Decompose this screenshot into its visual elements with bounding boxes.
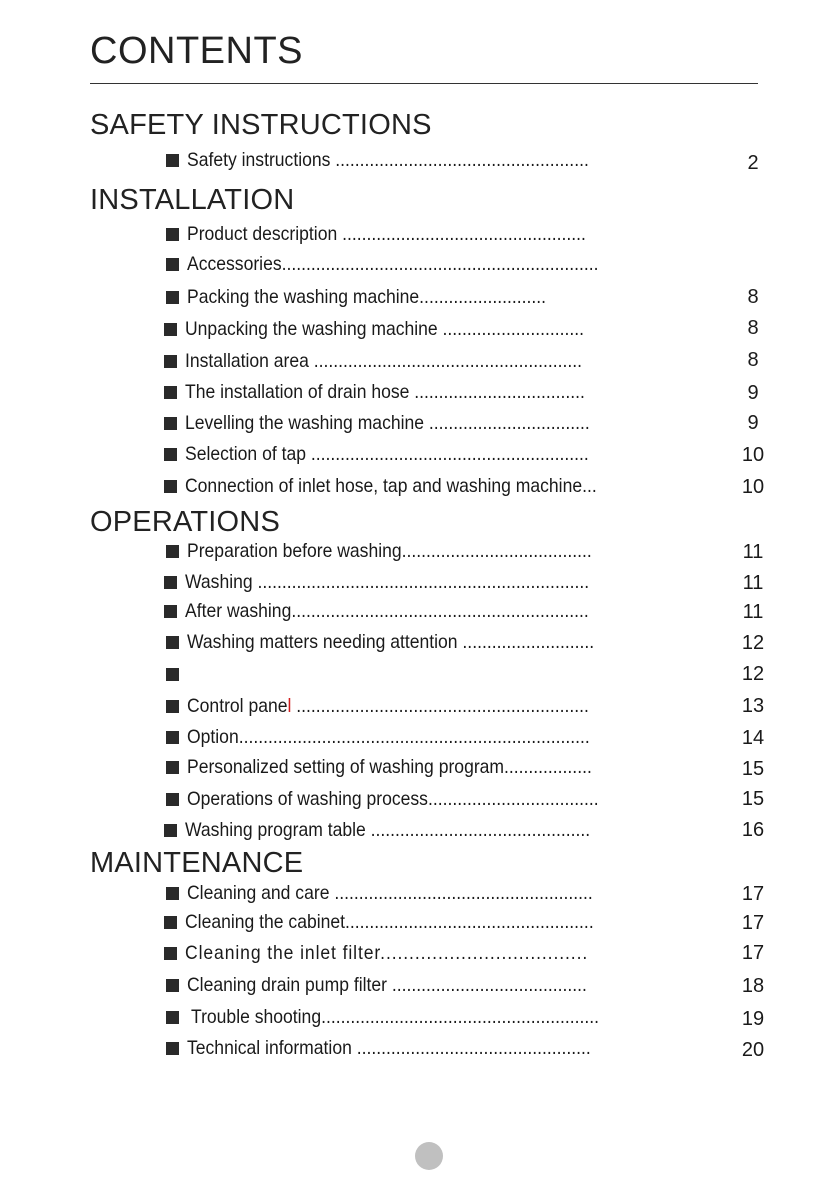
toc-page-number: 11 — [742, 572, 764, 594]
toc-page-number: 11 — [742, 541, 764, 563]
square-bullet-icon — [166, 761, 179, 774]
toc-entry-label: Unpacking the washing machine ............................. — [185, 317, 584, 340]
toc-entry[interactable] — [164, 910, 676, 934]
label-highlight: l — [287, 694, 292, 717]
toc-entry[interactable] — [166, 787, 676, 811]
toc-entry[interactable] — [164, 818, 676, 842]
toc-page-number: 12 — [741, 632, 765, 654]
toc-entry-label: Technical information ................................................ — [187, 1036, 591, 1059]
toc-entry-label: Washing .................................................................... — [185, 570, 590, 593]
title-divider — [90, 83, 758, 84]
toc-entry[interactable] — [166, 1036, 676, 1060]
toc-page-number: 20 — [741, 1039, 765, 1061]
toc-entry[interactable] — [166, 755, 676, 779]
toc-entry-label: Packing the washing machine.......................... — [187, 285, 546, 308]
square-bullet-icon — [164, 605, 177, 618]
square-bullet-icon — [164, 480, 177, 493]
toc-entry[interactable] — [164, 474, 676, 498]
toc-entry[interactable] — [166, 252, 676, 276]
toc-page-number: 8 — [747, 349, 759, 371]
toc-entry-label — [187, 695, 589, 718]
toc-entry-label: Personalized setting of washing program.................. — [187, 755, 592, 778]
toc-entry[interactable] — [164, 349, 676, 373]
square-bullet-icon — [166, 793, 179, 806]
square-bullet-icon — [166, 979, 179, 992]
toc-entry-label: Accessories................................................................. — [187, 252, 599, 275]
toc-entry[interactable] — [164, 411, 676, 435]
square-bullet-icon — [166, 291, 179, 304]
toc-entry[interactable] — [164, 941, 676, 965]
toc-entry-label: Option........................................................................ — [187, 725, 590, 748]
square-bullet-icon — [164, 576, 177, 589]
toc-page-number: 14 — [741, 727, 765, 749]
label-text: Control pane — [187, 694, 288, 717]
square-bullet-icon — [164, 824, 177, 837]
toc-entry-label: Washing matters needing attention ........................... — [187, 630, 595, 653]
square-bullet-icon — [166, 731, 179, 744]
toc-entry-label: Operations of washing process................................... — [187, 787, 599, 810]
toc-entry-label: Installation area ....................................................... — [185, 349, 582, 372]
square-bullet-icon — [164, 386, 177, 399]
toc-entry-label: Preparation before washing....................................... — [187, 539, 592, 562]
toc-entry-label: Connection of inlet hose, tap and washing machine... — [185, 474, 597, 497]
toc-entry-label: Cleaning drain pump filter ........................................ — [187, 973, 587, 996]
section-heading-installation: INSTALLATION — [90, 184, 295, 216]
square-bullet-icon — [166, 636, 179, 649]
toc-page-number: 17 — [741, 942, 765, 964]
section-heading-safety: SAFETY INSTRUCTIONS — [90, 109, 432, 141]
toc-entry-label: Selection of tap ......................................................... — [185, 442, 589, 465]
toc-entry[interactable] — [166, 881, 676, 905]
toc-entry[interactable] — [166, 630, 676, 654]
page-title: CONTENTS — [90, 30, 303, 72]
square-bullet-icon — [164, 916, 177, 929]
toc-entry[interactable] — [166, 725, 676, 749]
square-bullet-icon — [166, 700, 179, 713]
square-bullet-icon — [166, 887, 179, 900]
toc-entry[interactable] — [166, 148, 676, 172]
toc-entry[interactable] — [166, 973, 676, 997]
square-bullet-icon — [164, 947, 177, 960]
toc-entry-label: Washing program table ............................................. — [185, 818, 591, 841]
toc-entry-blank[interactable] — [166, 662, 676, 686]
toc-entry-label: Cleaning and care ..................................................... — [187, 881, 593, 904]
toc-page-number: 15 — [741, 758, 765, 780]
page-marker-circle — [415, 1142, 443, 1170]
toc-page-number: 19 — [741, 1008, 765, 1030]
square-bullet-icon — [166, 1011, 179, 1024]
toc-page-number: 10 — [741, 476, 765, 498]
toc-entry-label: Trouble shooting......................................................... — [191, 1005, 600, 1028]
toc-entry-label: After washing............................................................. — [185, 599, 589, 622]
toc-page-number: 16 — [741, 819, 765, 841]
toc-entry[interactable] — [164, 570, 676, 594]
toc-entry-label: The installation of drain hose ................................... — [185, 380, 585, 403]
toc-entry[interactable] — [166, 222, 676, 246]
square-bullet-icon — [166, 545, 179, 558]
toc-entry[interactable] — [164, 599, 676, 623]
toc-entry-label: Product description .................................................. — [187, 222, 586, 245]
toc-entry[interactable] — [164, 442, 676, 466]
toc-page-number: 15 — [741, 788, 765, 810]
toc-page-number: 17 — [741, 883, 765, 905]
toc-entry[interactable] — [166, 1005, 676, 1029]
toc-entry-label: Cleaning the inlet filter.................................... — [185, 941, 589, 964]
toc-page-number: 9 — [747, 382, 759, 404]
toc-entry-label: Levelling the washing machine ................................. — [185, 411, 590, 434]
toc-entry-label: Cleaning the cabinet................................................... — [185, 910, 594, 933]
square-bullet-icon — [166, 1042, 179, 1055]
toc-page-number: 8 — [747, 317, 759, 339]
toc-page-number: 12 — [741, 663, 765, 685]
toc-page-number: 8 — [747, 286, 759, 308]
toc-page-number: 17 — [741, 912, 765, 934]
toc-page-number: 10 — [741, 444, 765, 466]
toc-entry[interactable] — [166, 539, 676, 563]
toc-entry[interactable] — [166, 285, 676, 309]
square-bullet-icon — [164, 448, 177, 461]
square-bullet-icon — [164, 355, 177, 368]
square-bullet-icon — [166, 668, 179, 681]
toc-entry[interactable] — [164, 317, 676, 341]
square-bullet-icon — [166, 228, 179, 241]
square-bullet-icon — [166, 154, 179, 167]
toc-page-number: 13 — [741, 695, 765, 717]
toc-entry[interactable] — [164, 380, 676, 404]
square-bullet-icon — [164, 323, 177, 336]
toc-page-number: 9 — [747, 412, 759, 434]
toc-page-number: 18 — [741, 975, 765, 997]
section-heading-maintenance: MAINTENANCE — [90, 847, 304, 879]
toc-entry[interactable] — [166, 694, 676, 718]
toc-page-number: 2 — [747, 152, 759, 174]
label-leader: ............................................................ — [291, 694, 589, 717]
square-bullet-icon — [166, 258, 179, 271]
section-heading-operations: OPERATIONS — [90, 506, 280, 538]
toc-page-number: 11 — [742, 601, 764, 623]
square-bullet-icon — [164, 417, 177, 430]
toc-entry-label: Safety instructions .................................................... — [187, 148, 589, 171]
